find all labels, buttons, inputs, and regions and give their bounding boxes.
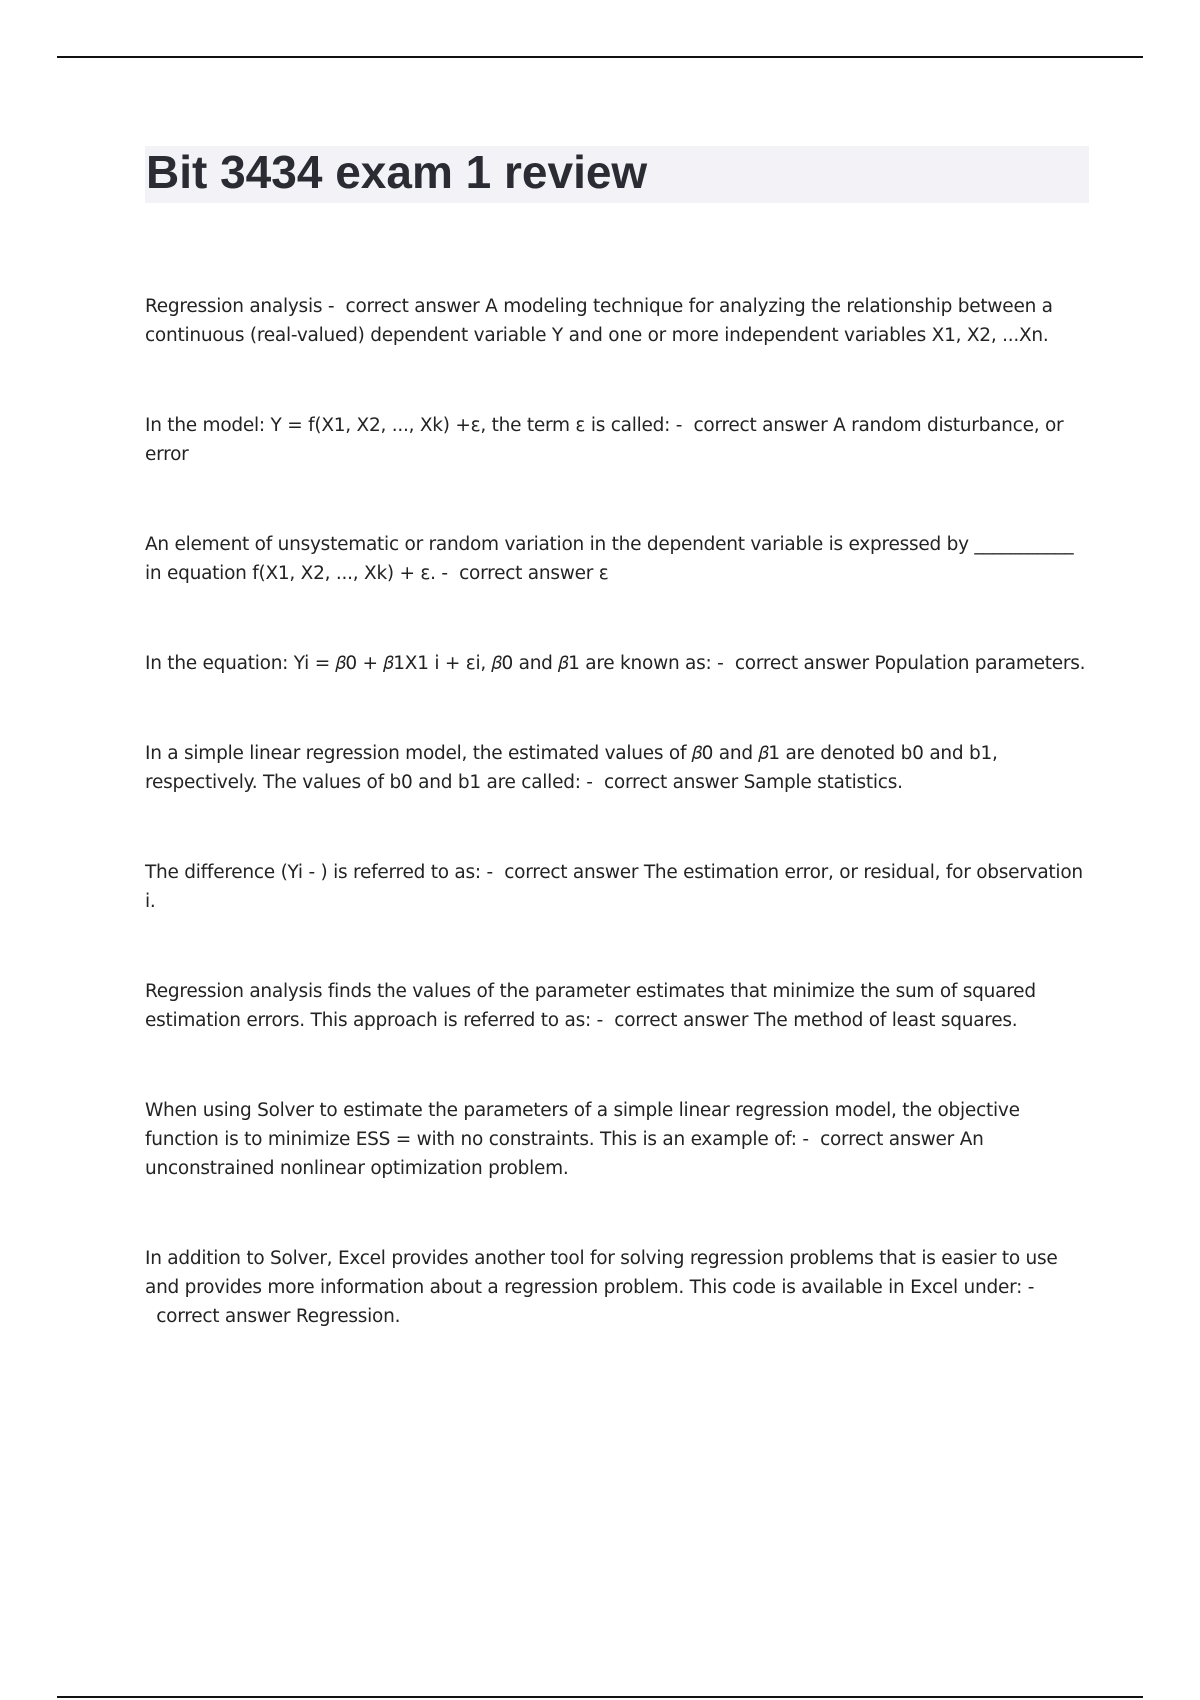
question-text: In the model: Y = f(X1, X2, ..., Xk) +ε, the term ε is called: - [145, 415, 683, 436]
question-text: Regression analysis finds the values of the parameter estimates that minimize the sum of squared estimation errors. This approach is referred to as: - [145, 981, 1036, 1031]
question-text: When using Solver to estimate the parameters of a simple linear regression model, the objective function is to minimize ESS = with no constraints. This is an example of: - [145, 1100, 1020, 1150]
answer-text: An unconstrained nonlinear optimization problem. [145, 1129, 984, 1179]
answer-marker: correct answer [693, 415, 828, 436]
answer-marker: correct answer [820, 1129, 955, 1150]
question-text: In a simple linear regression model, the estimated values of 𝛽0 and 𝛽1 are denoted b0 and b1, respectively. The values of b0 and b1 are called: - [145, 743, 998, 793]
page-title: Bit 3434 exam 1 review [146, 146, 648, 198]
answer-marker: correct answer [604, 772, 738, 793]
qa-list [145, 292, 1090, 1392]
bottom-rule [57, 1696, 1143, 1698]
qa-item [145, 649, 1090, 678]
answer-text: Regression. [295, 1306, 401, 1327]
top-rule [57, 56, 1143, 58]
qa-item [145, 530, 1090, 588]
question-text: An element of unsystematic or random variation in the dependent variable is expressed by ___________ in equation f(X1, X2, ..., Xk) + ε. - [145, 534, 1074, 584]
question-text: In addition to Solver, Excel provides another tool for solving regression problems that is easier to use and provides more information about a regression problem. This code is available in Excel under: - [145, 1248, 1058, 1298]
answer-text: A modeling technique for analyzing the relationship between a continuous (real-valued) dependent variable Y and one or more independent variables X1, X2, ...Xn. [145, 296, 1053, 346]
answer-marker: correct answer [156, 1306, 291, 1327]
qa-item [145, 977, 1090, 1035]
qa-item [145, 858, 1090, 916]
answer-text: The estimation error, or residual, for observation i. [145, 862, 1083, 912]
answer-marker: correct answer [614, 1010, 749, 1031]
qa-item [145, 1244, 1090, 1331]
answer-marker: correct answer [459, 563, 594, 584]
qa-item [145, 739, 1090, 797]
answer-text: Population parameters. [874, 653, 1086, 674]
qa-item [145, 292, 1090, 350]
answer-text: ε [598, 563, 609, 584]
answer-marker: correct answer [345, 296, 480, 317]
question-text: The difference (Yi - ) is referred to as: - [145, 862, 493, 883]
answer-text: The method of least squares. [753, 1010, 1018, 1031]
answer-marker: correct answer [504, 862, 639, 883]
answer-marker: correct answer [734, 653, 869, 674]
answer-text: Sample statistics. [743, 772, 903, 793]
answer-text: A random disturbance, or error [145, 415, 1064, 465]
question-text: In the equation: Yi = 𝛽0 + 𝛽1X1 i + εi, 𝛽0 and 𝛽1 are known as: - [145, 653, 724, 674]
question-text: Regression analysis - [145, 296, 335, 317]
qa-item [145, 1096, 1090, 1183]
qa-item [145, 411, 1090, 469]
